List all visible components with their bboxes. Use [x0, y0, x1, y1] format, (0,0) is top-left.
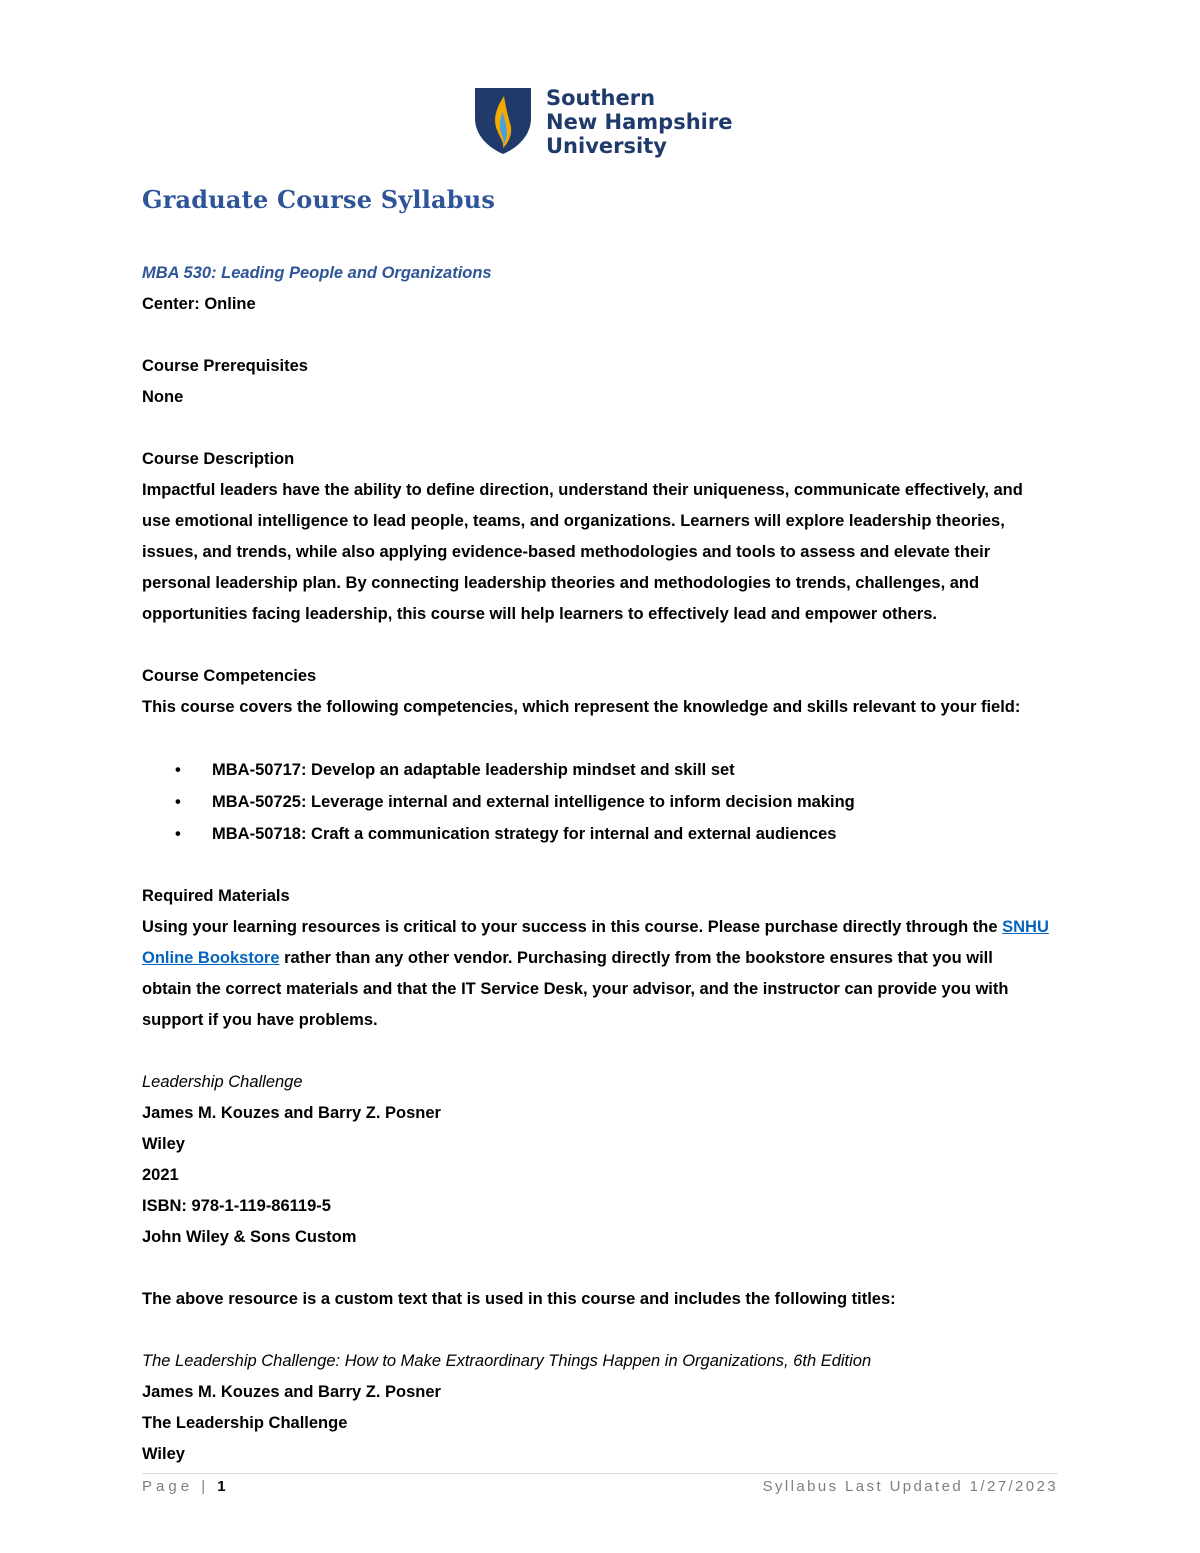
page-number-label	[142, 1478, 226, 1495]
description-line: issues, and trends, while also applying evidence-based methodologies and tools to assess and elevate their	[142, 543, 991, 561]
logo-line-3: University	[546, 134, 667, 158]
bullet-icon: •	[175, 793, 181, 811]
competency-list	[142, 754, 1062, 850]
university-name	[546, 86, 732, 158]
page-title: Graduate Course Syllabus	[142, 185, 496, 214]
snhu-logo	[473, 86, 733, 158]
shield-flame-icon	[473, 86, 533, 156]
course-center: Center: Online	[142, 295, 256, 313]
logo-line-1: Southern	[546, 86, 656, 110]
book-title: The Leadership Challenge: How to Make Extraordinary Things Happen in Organizations, 6th Edition	[142, 1352, 872, 1370]
book-authors: James M. Kouzes and Barry Z. Posner	[142, 1104, 441, 1122]
description-line: personal leadership plan. By connecting leadership theories and methodologies to trends, challenges, and	[142, 574, 980, 592]
materials-text: rather than any other vendor. Purchasing directly from the bookstore ensures that you will	[279, 949, 993, 967]
materials-heading: Required Materials	[142, 887, 290, 905]
description-line: Impactful leaders have the ability to define direction, understand their uniqueness, communicate effectively, and	[142, 481, 1023, 499]
last-updated: Syllabus Last Updated 1/27/2023	[762, 1478, 1058, 1495]
syllabus-content	[142, 184, 1062, 1470]
materials-line: obtain the correct materials and that the IT Service Desk, your advisor, and the instructor can provide you with	[142, 980, 1009, 998]
competency-text: MBA-50717: Develop an adaptable leadership mindset and skill set	[212, 761, 735, 779]
materials-line	[142, 912, 1062, 943]
bookstore-link[interactable]: Online Bookstore	[142, 949, 280, 967]
materials-text: Using your learning resources is critical to your success in this course. Please purchase directly through the	[142, 918, 1003, 936]
page-number: 1	[217, 1478, 226, 1495]
competency-text: MBA-50718: Craft a communication strategy for internal and external audiences	[212, 825, 837, 843]
book-title: Leadership Challenge	[142, 1073, 303, 1091]
prerequisites-heading: Course Prerequisites	[142, 357, 308, 375]
bookstore-link[interactable]: SNHU	[1002, 918, 1049, 936]
description-line: use emotional intelligence to lead people, teams, and organizations. Learners will explore leadership theories,	[142, 512, 1005, 530]
description-line: opportunities facing leadership, this course will help learners to effectively lead and empower others.	[142, 605, 937, 623]
course-code-title: MBA 530: Leading People and Organizations	[142, 264, 492, 282]
bullet-icon: •	[175, 825, 181, 843]
competency-item	[142, 754, 1062, 786]
book-isbn: ISBN: 978-1-119-86119-5	[142, 1197, 331, 1215]
competency-text: MBA-50725: Leverage internal and external intelligence to inform decision making	[212, 793, 855, 811]
materials-line	[142, 943, 1062, 974]
logo-line-2: New Hampshire	[546, 110, 733, 134]
bullet-icon: •	[175, 761, 181, 779]
page-label: Page |	[142, 1478, 218, 1495]
description-heading: Course Description	[142, 450, 295, 468]
book-custom: John Wiley & Sons Custom	[142, 1228, 357, 1246]
prerequisites-value: None	[142, 388, 184, 406]
competencies-intro: This course covers the following competencies, which represent the knowledge and skills relevant to your field:	[142, 698, 1021, 716]
book-publisher: Wiley	[142, 1135, 185, 1153]
competency-item	[142, 786, 1062, 818]
competencies-heading: Course Competencies	[142, 667, 317, 685]
book-authors: James M. Kouzes and Barry Z. Posner	[142, 1383, 441, 1401]
custom-note: The above resource is a custom text that is used in this course and includes the following titles:	[142, 1290, 896, 1308]
book-year: 2021	[142, 1166, 179, 1184]
competency-item	[142, 818, 1062, 850]
book-publisher: Wiley	[142, 1445, 185, 1463]
book-series: The Leadership Challenge	[142, 1414, 348, 1432]
footer-divider	[142, 1473, 1058, 1474]
materials-line: support if you have problems.	[142, 1011, 378, 1029]
